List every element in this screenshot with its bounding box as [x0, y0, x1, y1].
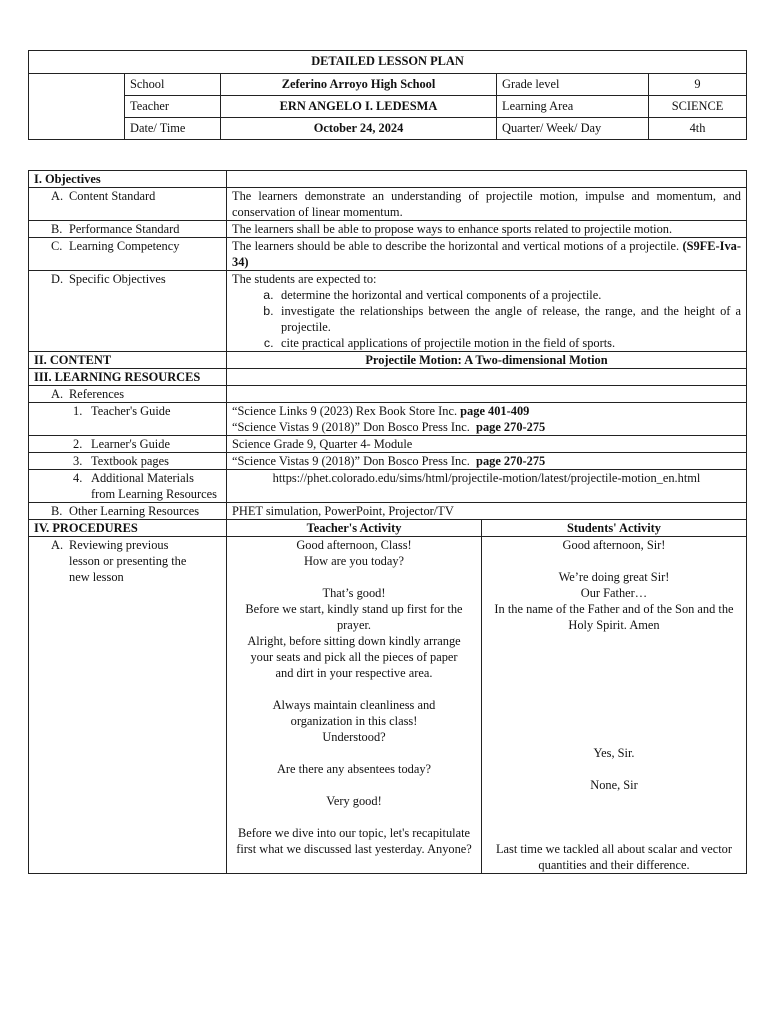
textbook-label: Textbook pages — [91, 454, 169, 468]
specific-objectives-list — [232, 287, 741, 351]
teacher-line: Before we dive into our topic, let's recapitulate first what we discussed last yesterday. Anyone? — [236, 826, 472, 856]
teachers-guide-page-1: page 401-409 — [460, 404, 530, 418]
performance-standard-text: The learners shall be able to propose ways to enhance sports related to projectile motion. — [227, 221, 747, 238]
quarter-label: Quarter/ Week/ Day — [497, 118, 649, 140]
objectives-heading-blank — [227, 171, 747, 188]
area-value: SCIENCE — [649, 96, 747, 118]
lesson-plan-table — [28, 170, 747, 874]
date-value: October 24, 2024 — [221, 118, 497, 140]
references-label: References — [69, 387, 125, 401]
teacher-label: Teacher — [125, 96, 221, 118]
area-label: Learning Area — [497, 96, 649, 118]
textbook-page: page 270-275 — [476, 454, 546, 468]
student-line: Our Father… — [580, 586, 648, 600]
teacher-line: How are you today? — [303, 554, 405, 568]
textbook-cell — [227, 453, 747, 470]
references-blank — [227, 386, 747, 403]
learning-competency-code: (S9FE-Iva-34) — [232, 239, 741, 269]
textbook-label-cell — [29, 453, 227, 470]
resources-heading: III. LEARNING RESOURCES — [29, 369, 227, 386]
student-line: In the name of the Father and of the Son and the Holy Spirit. Amen — [494, 602, 734, 632]
teachers-guide-page-2: page 270-275 — [476, 420, 546, 434]
other-resources-label-cell — [29, 503, 227, 520]
objectives-heading: I. Objectives — [29, 171, 227, 188]
performance-standard-letter: B. — [51, 222, 63, 236]
teacher-activity-header: Teacher's Activity — [227, 520, 482, 537]
references-label-cell — [29, 386, 227, 403]
student-line: We’re doing great Sir! — [558, 570, 670, 584]
learning-competency-text: The learners should be able to describe the horizontal and vertical motions of a projectile. — [232, 239, 680, 253]
teacher-line: Good afternoon, Class! — [296, 538, 412, 552]
teachers-guide-label-cell — [29, 403, 227, 436]
teacher-line: Very good! — [326, 794, 382, 808]
school-label: School — [125, 74, 221, 96]
teacher-line: Before we start, kindly stand up first for the prayer. — [245, 602, 463, 632]
learners-guide-text: Science Grade 9, Quarter 4- Module — [227, 436, 747, 453]
date-label: Date/ Time — [125, 118, 221, 140]
teachers-guide-ref-2: “Science Vistas 9 (2018)” Don Bosco Press Inc. — [232, 420, 470, 434]
specific-objectives-cell — [227, 271, 747, 352]
other-resources-text: PHET simulation, PowerPoint, Projector/TV — [227, 503, 747, 520]
performance-standard-label: Performance Standard — [69, 222, 180, 236]
student-line: Last time we tackled all about scalar and vector quantities and their difference. — [495, 842, 732, 872]
teacher-value: ERN ANGELO I. LEDESMA — [221, 96, 497, 118]
quarter-value: 4th — [649, 118, 747, 140]
content-standard-label-cell — [29, 188, 227, 221]
grade-value: 9 — [649, 74, 747, 96]
school-value: Zeferino Arroyo High School — [221, 74, 497, 96]
list-item: a. determine the horizontal and vertical components of a projectile. — [277, 287, 741, 303]
list-item: c. cite practical applications of projectile motion in the field of sports. — [277, 335, 741, 351]
learners-guide-label: Learner's Guide — [91, 437, 170, 451]
content-standard-label: Content Standard — [69, 189, 156, 203]
student-activity-cell — [482, 537, 747, 874]
teachers-guide-num: 1. — [73, 404, 83, 418]
learning-competency-cell — [227, 238, 747, 271]
student-activity-header: Students' Activity — [482, 520, 747, 537]
learning-competency-label-cell — [29, 238, 227, 271]
learners-guide-num: 2. — [73, 437, 83, 451]
document-title: DETAILED LESSON PLAN — [29, 51, 747, 74]
grade-label: Grade level — [497, 74, 649, 96]
learning-competency-label: Learning Competency — [69, 239, 180, 253]
student-line: Good afternoon, Sir! — [562, 538, 666, 552]
textbook-ref: “Science Vistas 9 (2018)” Don Bosco Press Inc. — [232, 454, 470, 468]
header-table — [28, 50, 747, 140]
additional-materials-num: 4. — [73, 471, 83, 485]
specific-objectives-label-cell — [29, 271, 227, 352]
student-line: None, Sir — [590, 778, 638, 792]
other-resources-letter: B. — [51, 504, 63, 518]
content-value: Projectile Motion: A Two-dimensional Motion — [227, 352, 747, 369]
teacher-activity-cell — [227, 537, 482, 874]
specific-objectives-intro: The students are expected to: — [232, 272, 377, 286]
performance-standard-label-cell — [29, 221, 227, 238]
resources-heading-blank — [227, 369, 747, 386]
teacher-line: Understood? — [322, 730, 386, 744]
references-letter: A. — [51, 387, 64, 401]
textbook-num: 3. — [73, 454, 83, 468]
additional-materials-label-cell — [29, 470, 227, 503]
learning-competency-letter: C. — [51, 239, 63, 253]
teacher-line: That’s good! — [322, 586, 386, 600]
step-a-label: Reviewing previous lesson or presenting the new lesson — [69, 538, 187, 584]
teachers-guide-label: Teacher's Guide — [91, 404, 171, 418]
teacher-line: Alright, before sitting down kindly arrange your seats and pick all the pieces of paper and dirt in your respective area. — [247, 634, 461, 680]
step-a-label-cell — [29, 537, 227, 874]
blank-logo-cell — [29, 74, 125, 140]
specific-objectives-letter: D. — [51, 272, 64, 286]
learners-guide-label-cell — [29, 436, 227, 453]
content-standard-text: The learners demonstrate an understanding of projectile motion, impulse and momentum, and conservation of linear momentum. — [227, 188, 747, 221]
additional-materials-label: Additional Materials from Learning Resources — [91, 471, 217, 501]
procedures-heading: IV. PROCEDURES — [29, 520, 227, 537]
content-heading: II. CONTENT — [29, 352, 227, 369]
teacher-line: Always maintain cleanliness and organization in this class! — [272, 698, 436, 728]
teachers-guide-cell — [227, 403, 747, 436]
teacher-line: Are there any absentees today? — [276, 762, 432, 776]
student-line: Yes, Sir. — [593, 746, 635, 760]
list-item: b. investigate the relationships between the angle of release, the range, and the height of a projectile. — [277, 303, 741, 335]
content-standard-letter: A. — [51, 189, 64, 203]
other-resources-label: Other Learning Resources — [69, 504, 200, 518]
specific-objectives-label: Specific Objectives — [69, 272, 166, 286]
additional-materials-url: https://phet.colorado.edu/sims/html/projectile-motion/latest/projectile-motion_en.html — [227, 470, 747, 503]
step-a-letter: A. — [51, 538, 64, 552]
teachers-guide-ref-1: “Science Links 9 (2023) Rex Book Store Inc. — [232, 404, 458, 418]
